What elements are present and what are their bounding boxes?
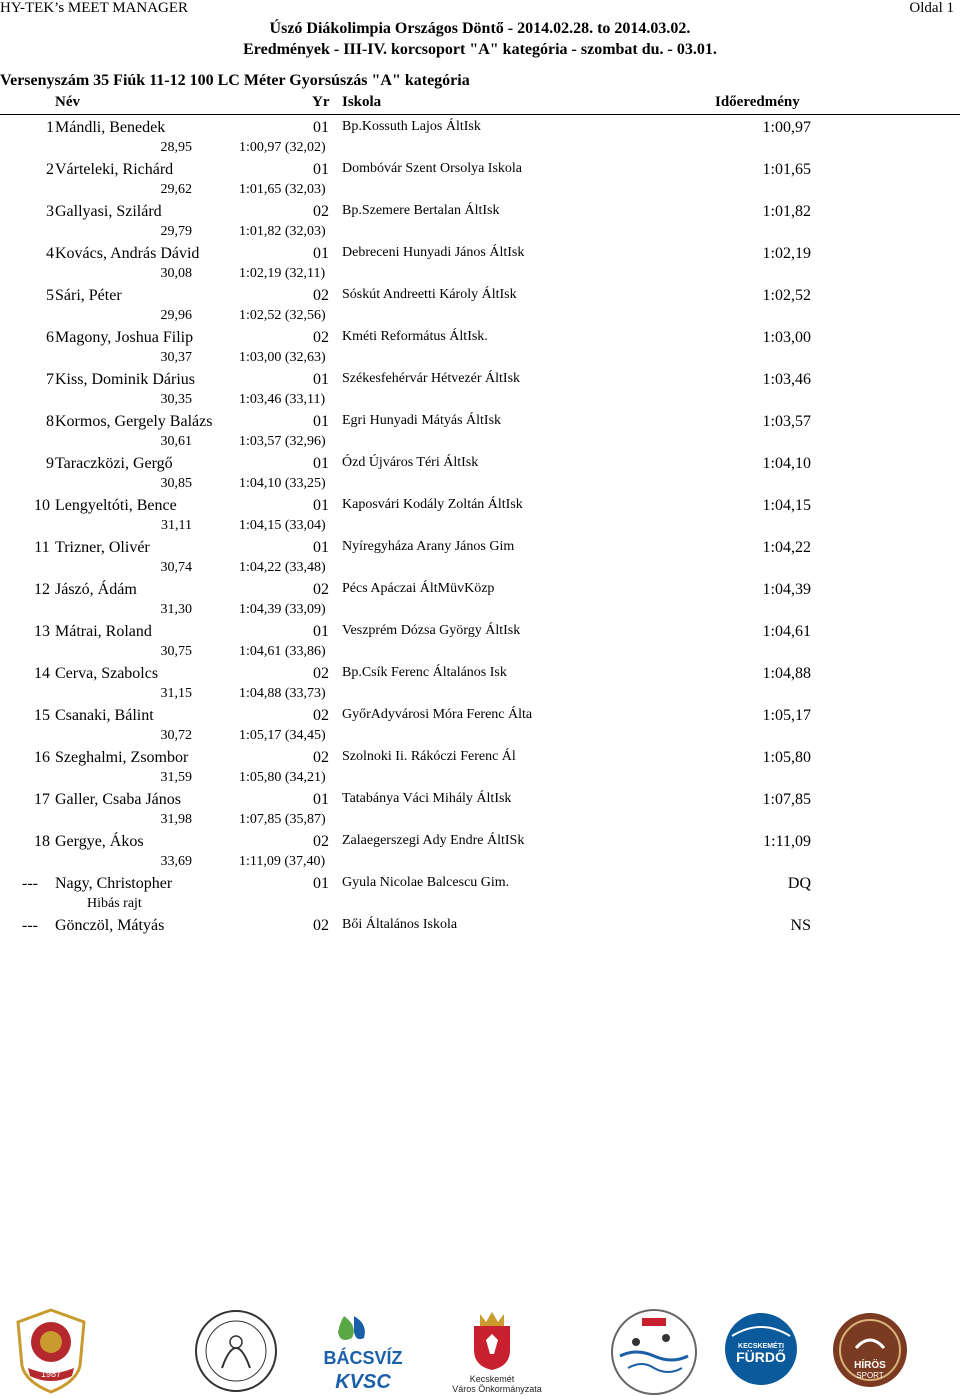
hiros-sport-text: SPORT <box>856 1371 884 1380</box>
split-100m: 1:04,88 (33,73) <box>239 686 326 701</box>
split-100m: 1:02,52 (32,56) <box>239 308 326 323</box>
birth-year: 02 <box>313 581 329 598</box>
split-100m: 1:02,19 (32,11) <box>239 266 326 281</box>
split-100m: 1:04,10 (33,25) <box>239 476 326 491</box>
final-time: 1:11,09 <box>763 833 811 850</box>
swimmer-name: Kovács, András Dávid <box>55 245 200 262</box>
split-100m: 1:05,17 (34,45) <box>239 728 326 743</box>
split-100m: 1:05,80 (34,21) <box>239 770 326 785</box>
split-100m: 1:01,65 (32,03) <box>239 182 326 197</box>
final-time: NS <box>790 917 811 934</box>
final-time: 1:00,97 <box>762 119 811 136</box>
result-place: 10 <box>34 497 50 514</box>
furdo-top-text: KECSKEMÉTI <box>738 1343 784 1350</box>
split-100m: 1:11,09 (37,40) <box>239 854 326 869</box>
school-name: Egri Hunyadi Mátyás ÁltIsk <box>342 413 502 428</box>
split-100m: 1:03,00 (32,63) <box>239 350 326 365</box>
birth-year: 01 <box>313 119 329 136</box>
final-time: 1:03,57 <box>762 413 811 430</box>
bacsviz-kvsc-logo <box>310 1314 416 1394</box>
split-100m: 1:04,61 (33,86) <box>239 644 326 659</box>
bacsviz-text: BÁCSVÍZ <box>323 1348 403 1368</box>
birth-year: 02 <box>313 833 329 850</box>
swimmer-name: Trizner, Olivér <box>55 539 150 556</box>
school-name: Veszprém Dózsa György ÁltIsk <box>342 623 521 638</box>
result-place: 1 <box>46 119 54 136</box>
school-name: Kméti Református ÁltIsk. <box>342 329 488 344</box>
result-place: 11 <box>34 539 50 556</box>
split-50m: 30,08 <box>160 266 192 281</box>
school-name: Tatabánya Váci Mihály ÁltIsk <box>342 791 512 806</box>
result-place: 15 <box>34 707 50 724</box>
split-50m: 31,59 <box>160 770 192 785</box>
swimmer-name: Gallyasi, Szilárd <box>55 203 162 220</box>
swimmer-name: Várteleki, Richárd <box>55 161 174 178</box>
split-50m: 30,75 <box>160 644 192 659</box>
school-name: Dombóvár Szent Orsolya Iskola <box>342 161 523 176</box>
final-time: 1:05,17 <box>762 707 811 724</box>
stamp-logo <box>192 1308 280 1394</box>
school-name: Sóskút Andreetti Károly ÁltIsk <box>342 287 517 302</box>
diakolimpia-badge-logo <box>14 1308 88 1394</box>
birth-year: 02 <box>313 665 329 682</box>
swimmer-name: Nagy, Christopher <box>55 875 173 892</box>
birth-year: 02 <box>313 203 329 220</box>
split-50m: 30,72 <box>160 728 192 743</box>
column-header-time: Időeredmény <box>715 94 800 110</box>
split-50m: 30,37 <box>160 350 192 365</box>
birth-year: 02 <box>313 917 329 934</box>
badge-year: 1987 <box>40 1369 62 1379</box>
session-subtitle: Eredmények - III-IV. korcsoport "A" kategória - szombat du. - 03.01. <box>243 41 717 58</box>
birth-year: 01 <box>313 413 329 430</box>
split-100m: 1:00,97 (32,02) <box>239 140 326 155</box>
result-place: 18 <box>34 833 50 850</box>
birth-year: 01 <box>313 623 329 640</box>
birth-year: 01 <box>313 497 329 514</box>
swimmer-name: Szeghalmi, Zsombor <box>55 749 189 766</box>
final-time: 1:05,80 <box>762 749 811 766</box>
split-50m: 31,98 <box>160 812 192 827</box>
birth-year: 01 <box>313 371 329 388</box>
page-number: Oldal 1 <box>909 0 954 16</box>
kecskemeti-furdo-logo <box>724 1312 798 1386</box>
swimming-association-logo <box>606 1308 702 1396</box>
result-place: 9 <box>46 455 54 472</box>
split-50m: 31,15 <box>160 686 192 701</box>
split-100m: 1:04,15 (33,04) <box>239 518 326 533</box>
school-name: Gyula Nicolae Balcescu Gim. <box>342 875 510 890</box>
swimmer-name: Cerva, Szabolcs <box>55 665 159 682</box>
birth-year: 01 <box>313 455 329 472</box>
final-time: 1:03,46 <box>762 371 811 388</box>
school-name: Bői Általános Iskola <box>342 917 458 932</box>
result-place: 4 <box>46 245 54 262</box>
result-place: 8 <box>46 413 54 430</box>
school-name: Ózd Újváros Téri ÁltIsk <box>342 455 479 470</box>
final-time: 1:02,19 <box>762 245 811 262</box>
school-name: Bp.Csík Ferenc Általános Isk <box>342 665 507 680</box>
swimmer-name: Sári, Péter <box>55 287 122 304</box>
birth-year: 02 <box>313 707 329 724</box>
final-time: 1:04,10 <box>762 455 811 472</box>
split-50m: 30,35 <box>160 392 192 407</box>
school-name: Zalaegerszegi Ady Endre ÁltISk <box>342 833 525 848</box>
result-place: 14 <box>34 665 50 682</box>
school-name: Szolnoki Ii. Rákóczi Ferenc Ál <box>342 749 516 764</box>
swimmer-name: Taraczközi, Gergő <box>55 455 173 472</box>
column-header-school: Iskola <box>342 94 382 110</box>
result-place: 5 <box>46 287 54 304</box>
swimmer-name: Kormos, Gergely Balázs <box>55 413 213 430</box>
swimmer-name: Magony, Joshua Filip <box>55 329 194 346</box>
split-100m: 1:01,82 (32,03) <box>239 224 326 239</box>
split-50m: 29,79 <box>160 224 192 239</box>
school-name: Bp.Kossuth Lajos ÁltIsk <box>342 119 481 134</box>
furdo-main-text: FÜRDŐ <box>736 1349 786 1365</box>
result-place: 17 <box>34 791 50 808</box>
school-name: Kaposvári Kodály Zoltán ÁltIsk <box>342 497 523 512</box>
split-100m: 1:03,46 (33,11) <box>239 392 326 407</box>
hiros-text: HÍRÖS <box>854 1360 886 1371</box>
split-50m: 29,62 <box>160 182 192 197</box>
result-place: 13 <box>34 623 50 640</box>
split-100m: 1:03,57 (32,96) <box>239 434 326 449</box>
split-50m: 30,74 <box>160 560 192 575</box>
school-name: Székesfehérvár Hétvezér ÁltIsk <box>342 371 521 386</box>
result-place: 7 <box>46 371 54 388</box>
final-time: 1:07,85 <box>762 791 811 808</box>
school-name: GyőrAdyvárosi Móra Ferenc Álta <box>342 707 533 722</box>
split-50m: 31,11 <box>161 518 192 533</box>
column-header-name: Név <box>55 94 80 110</box>
event-title: Versenyszám 35 Fiúk 11-12 100 LC Méter Gyorsúszás "A" kategória <box>0 72 470 89</box>
final-time: 1:04,15 <box>762 497 811 514</box>
sponsor-logos <box>0 1300 960 1396</box>
result-place: --- <box>22 875 38 892</box>
birth-year: 01 <box>313 791 329 808</box>
swimmer-name: Csanaki, Bálint <box>55 707 154 724</box>
final-time: 1:04,88 <box>762 665 811 682</box>
split-50m: 31,30 <box>160 602 192 617</box>
result-note: Hibás rajt <box>87 896 142 911</box>
split-100m: 1:04,22 (33,48) <box>239 560 326 575</box>
final-time: 1:04,22 <box>762 539 811 556</box>
hiros-sport-logo <box>832 1312 908 1388</box>
split-50m: 30,61 <box>160 434 192 449</box>
final-time: DQ <box>787 875 811 892</box>
birth-year: 01 <box>313 245 329 262</box>
split-50m: 30,85 <box>160 476 192 491</box>
birth-year: 02 <box>313 329 329 346</box>
split-100m: 1:04,39 (33,09) <box>239 602 326 617</box>
final-time: 1:01,65 <box>762 161 811 178</box>
split-50m: 33,69 <box>160 854 192 869</box>
school-name: Debreceni Hunyadi János ÁltIsk <box>342 245 525 260</box>
swimmer-name: Mátrai, Roland <box>55 623 152 640</box>
final-time: 1:01,82 <box>762 203 811 220</box>
split-50m: 29,96 <box>160 308 192 323</box>
result-place: 12 <box>34 581 50 598</box>
birth-year: 02 <box>313 749 329 766</box>
kvsc-text: KVSC <box>335 1371 391 1393</box>
swimmer-name: Galler, Csaba János <box>55 791 181 808</box>
software-name: HY-TEK’s MEET MANAGER <box>0 0 189 16</box>
school-name: Nyíregyháza Arany János Gim <box>342 539 515 554</box>
birth-year: 01 <box>313 539 329 556</box>
swimmer-name: Kiss, Dominik Dárius <box>55 371 195 388</box>
final-time: 1:02,52 <box>762 287 811 304</box>
final-time: 1:04,61 <box>762 623 811 640</box>
swimmer-name: Gergye, Ákos <box>55 833 144 850</box>
birth-year: 02 <box>313 287 329 304</box>
swimmer-name: Gönczöl, Mátyás <box>55 917 165 934</box>
birth-year: 01 <box>313 875 329 892</box>
result-place: 2 <box>46 161 54 178</box>
swimmer-name: Jászó, Ádám <box>55 581 137 598</box>
final-time: 1:03,00 <box>762 329 811 346</box>
swimmer-name: Lengyeltóti, Bence <box>55 497 177 514</box>
result-place: 3 <box>46 203 54 220</box>
kecskemet-caption-2: Város Önkormányzata <box>452 1384 542 1394</box>
school-name: Pécs Apáczai ÁltMüvKözp <box>342 581 495 596</box>
split-100m: 1:07,85 (35,87) <box>239 812 326 827</box>
birth-year: 01 <box>313 161 329 178</box>
school-name: Bp.Szemere Bertalan ÁltIsk <box>342 203 500 218</box>
meet-title: Úszó Diákolimpia Országos Döntő - 2014.02.28. to 2014.03.02. <box>269 20 691 37</box>
result-place: 6 <box>46 329 54 346</box>
final-time: 1:04,39 <box>762 581 811 598</box>
column-header-year: Yr <box>312 94 330 110</box>
result-place: 16 <box>34 749 50 766</box>
split-50m: 28,95 <box>160 140 192 155</box>
result-place: --- <box>22 917 38 934</box>
kecskemet-crest-logo <box>470 1310 514 1372</box>
swimmer-name: Mándli, Benedek <box>55 119 166 136</box>
kecskemet-caption-1: Kecskemét <box>469 1374 515 1384</box>
